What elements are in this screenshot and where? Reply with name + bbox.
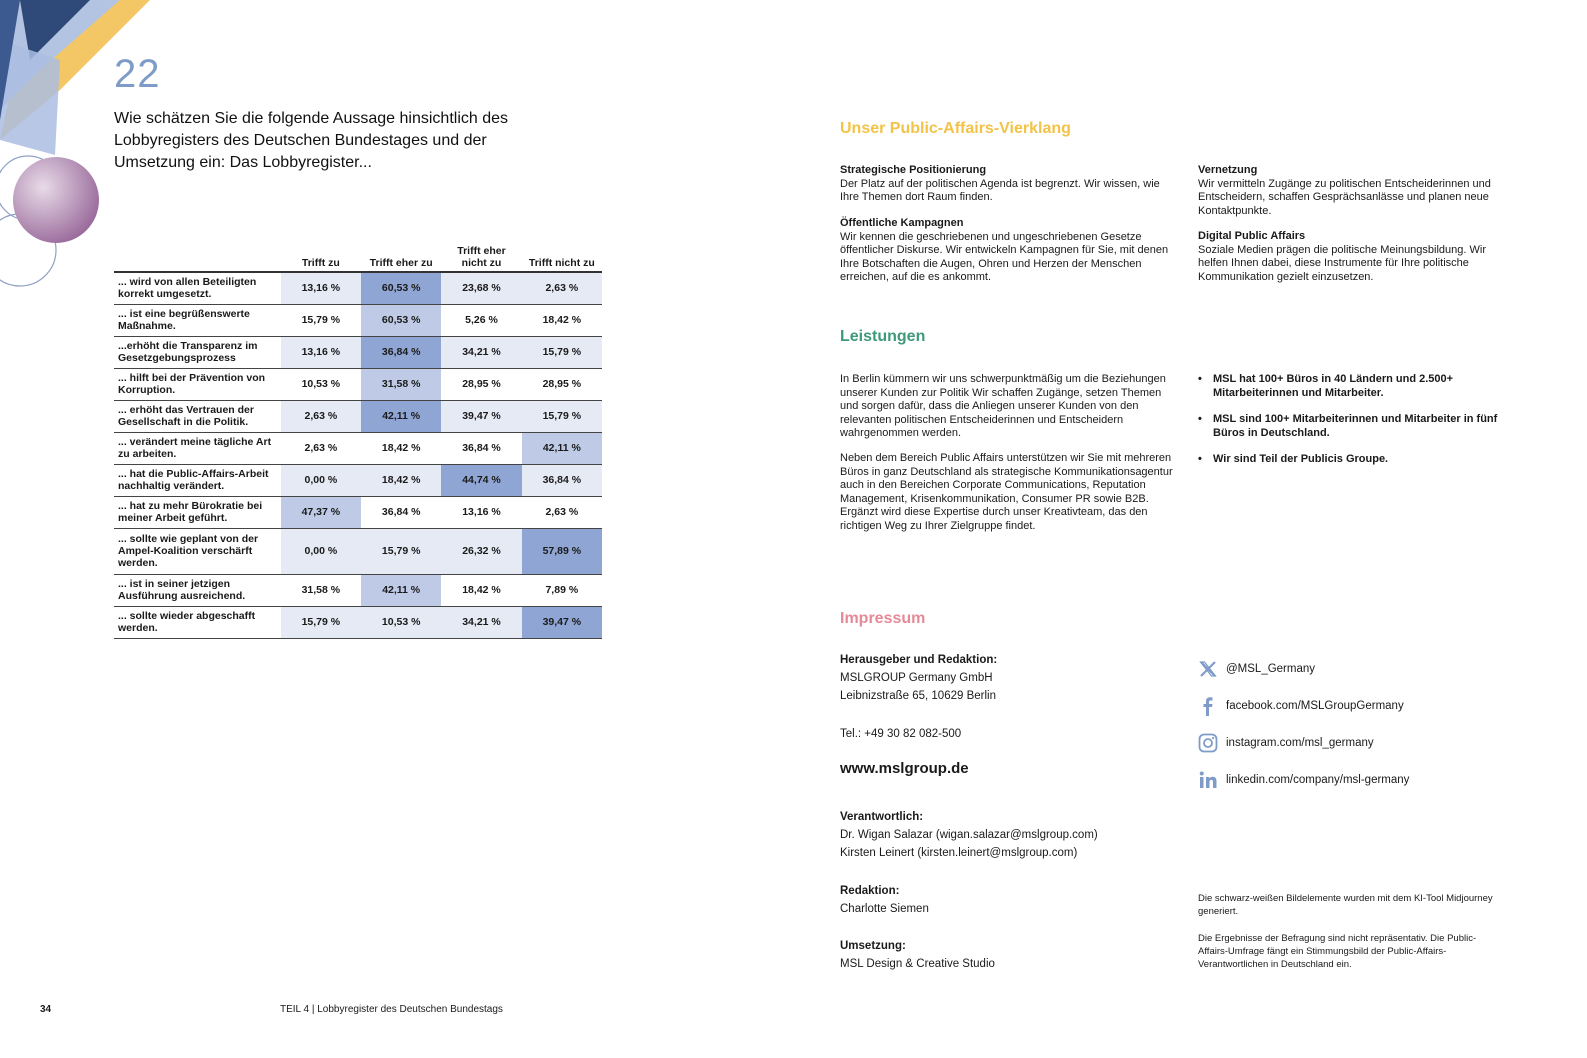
table-cell: 47,37 % <box>281 496 361 528</box>
table-cell: 42,11 % <box>361 574 441 606</box>
column-header: Trifft nicht zu <box>528 257 595 269</box>
table-header-row <box>114 238 602 272</box>
survey-table <box>114 238 602 639</box>
row-label: ... verändert meine tägliche Art zu arbeiten. <box>114 432 281 464</box>
table-cell: 18,42 % <box>522 304 602 336</box>
table-cell: 10,53 % <box>281 368 361 400</box>
table-cell: 10,53 % <box>361 606 441 638</box>
vierklang-item-text: Wir kennen die geschriebenen und ungeschriebenen Gesetze öffentlicher Diskurse. Wir entwickeln Kampagnen für Sie, mit denen Ihre Botschaften die Augen, Ohren und Herzen der Menschen erreichen, auf die es ankommt. <box>840 230 1169 283</box>
table-row <box>114 432 602 464</box>
table-row <box>114 464 602 496</box>
table-cell: 15,79 % <box>522 336 602 368</box>
row-label: ... wird von allen Beteiligten korrekt umgesetzt. <box>114 272 281 304</box>
vierklang-item-title: Öffentliche Kampagnen <box>840 217 964 229</box>
column-header: Trifft zu <box>301 257 340 269</box>
responsible-person: Dr. Wigan Salazar (wigan.salazar@mslgroup.com) <box>840 829 1098 841</box>
table-cell: 13,16 % <box>441 496 521 528</box>
table-cell: 2,63 % <box>281 400 361 432</box>
table-cell: 18,42 % <box>441 574 521 606</box>
editorial-label: Redaktion: <box>840 885 900 897</box>
list-item: • MSL hat 100+ Büros in 40 Ländern und 2.500+ Mitarbeiterinnen und Mitarbeiter. <box>1198 373 1518 400</box>
table-cell: 7,89 % <box>522 574 602 606</box>
company-address: Leibnizstraße 65, 10629 Berlin <box>840 690 996 702</box>
vierklang-item <box>1198 230 1518 284</box>
footer-section-title: TEIL 4 | Lobbyregister des Deutschen Bundestags <box>280 1004 503 1015</box>
implementation-label: Umsetzung: <box>840 940 906 952</box>
social-x[interactable] <box>1198 659 1315 679</box>
table-row <box>114 574 602 606</box>
impressum-implementation <box>840 937 995 973</box>
table-cell: 13,16 % <box>281 336 361 368</box>
table-row <box>114 368 602 400</box>
table-cell: 23,68 % <box>441 272 521 304</box>
table-cell: 39,47 % <box>522 606 602 638</box>
impressum-heading: Impressum <box>840 610 926 627</box>
x-handle: @MSL_Germany <box>1226 663 1316 675</box>
table-cell: 18,42 % <box>361 464 441 496</box>
leistungen-paragraph-2: Neben dem Bereich Public Affairs unterstützen wir Sie mit mehreren Büros in ganz Deutschland als strategische Kommunikationsagentur auch in den Bereichen Corporate Communications, Reputation Management, Krisenkommunikation, Consumer PR sowie B2B. Ergänzt wird diese Expertise durch unser Kreativteam, das den richtigen Weg zu Ihrer Zielgruppe findet. <box>840 452 1173 532</box>
table-cell: 31,58 % <box>281 574 361 606</box>
table-cell: 18,42 % <box>361 432 441 464</box>
table-cell: 26,32 % <box>441 528 521 574</box>
table-cell: 2,63 % <box>281 432 361 464</box>
row-label: ... ist eine begrüßenswerte Maßnahme. <box>114 304 281 336</box>
survey-table-body <box>114 272 602 638</box>
linkedin-icon <box>1198 770 1218 790</box>
table-cell: 2,63 % <box>522 272 602 304</box>
social-facebook[interactable] <box>1198 696 1404 716</box>
survey-question: Wie schätzen Sie die folgende Aussage hinsichtlich des Lobbyregisters des Deutschen Bundestages und der Umsetzung ein: Das Lobbyregister... <box>114 110 509 171</box>
table-cell: 5,26 % <box>441 304 521 336</box>
table-cell: 15,79 % <box>281 606 361 638</box>
impressum-publisher <box>840 651 997 705</box>
table-row <box>114 606 602 638</box>
x-icon <box>1198 659 1218 679</box>
footer-page-number: 34 <box>40 1004 52 1015</box>
row-label: ... erhöht das Vertrauen der Gesellschaft in die Politik. <box>114 400 281 432</box>
vierklang-item <box>1198 164 1518 218</box>
column-header: Trifft eher zu <box>369 257 433 269</box>
table-cell: 36,84 % <box>361 496 441 528</box>
editorial-person: Charlotte Siemen <box>840 903 929 915</box>
list-item: • MSL sind 100+ Mitarbeiterinnen und Mitarbeiter in fünf Büros in Deutschland. <box>1198 413 1518 440</box>
leistungen-heading: Leistungen <box>840 328 926 345</box>
table-cell: 0,00 % <box>281 464 361 496</box>
vierklang-item-text: Soziale Medien prägen die politische Meinungsbildung. Wir helfen Ihnen dabei, diese Instrumente für Ihre politische Kommunikation gezielt einzusetzen. <box>1198 243 1486 283</box>
vierklang-heading: Unser Public-Affairs-Vierklang <box>840 120 1071 137</box>
row-label: ... sollte wie geplant von der Ampel-Koalition verschärft werden. <box>114 528 281 574</box>
table-cell: 0,00 % <box>281 528 361 574</box>
vierklang-item-title: Strategische Positionierung <box>840 164 987 176</box>
row-label: ... hilft bei der Prävention von Korruption. <box>114 368 281 400</box>
table-cell: 60,53 % <box>361 272 441 304</box>
publisher-label: Herausgeber und Redaktion: <box>840 654 998 666</box>
table-row <box>114 400 602 432</box>
linkedin-link: linkedin.com/company/msl-germany <box>1226 774 1410 786</box>
table-row <box>114 496 602 528</box>
table-cell: 34,21 % <box>441 336 521 368</box>
table-cell: 36,84 % <box>522 464 602 496</box>
table-row <box>114 528 602 574</box>
table-cell: 36,84 % <box>441 432 521 464</box>
table-cell: 15,79 % <box>361 528 441 574</box>
leistungen-paragraph-1: In Berlin kümmern wir uns schwerpunktmäßig um die Beziehungen unserer Kunden zur Politik Wir schaffen Zugänge, setzen Themen und sorgen dafür, dass die Anliegen unserer Kunden von den relevanten politischen Entscheiderinnen und Entscheidern wahrgenommen werden. <box>840 373 1166 439</box>
website-link[interactable]: www.mslgroup.de <box>840 760 969 777</box>
table-cell: 42,11 % <box>361 400 441 432</box>
responsible-person: Kirsten Leinert (kirsten.leinert@mslgroup.com) <box>840 847 1078 859</box>
impressum-responsible <box>840 808 1098 862</box>
table-cell: 42,11 % <box>522 432 602 464</box>
table-cell: 60,53 % <box>361 304 441 336</box>
facebook-link: facebook.com/MSLGroupGermany <box>1226 700 1404 712</box>
company-name: MSLGROUP Germany GmbH <box>840 672 993 684</box>
facebook-icon <box>1198 696 1218 716</box>
column-header: Trifft eher nicht zu <box>457 245 506 269</box>
responsible-label: Verantwortlich: <box>840 811 924 823</box>
vierklang-item <box>840 164 1180 205</box>
table-cell: 15,79 % <box>522 400 602 432</box>
vierklang-item-title: Digital Public Affairs <box>1198 230 1306 242</box>
implementation-studio: MSL Design & Creative Studio <box>840 958 995 970</box>
table-cell: 28,95 % <box>441 368 521 400</box>
table-row <box>114 272 602 304</box>
phone-number: Tel.: +49 30 82 082-500 <box>840 728 962 740</box>
vierklang-item-text: Der Platz auf der politischen Agenda ist begrenzt. Wir wissen, wie Ihre Themen dort Raum finden. <box>840 177 1160 203</box>
table-cell: 15,79 % <box>281 304 361 336</box>
table-row <box>114 336 602 368</box>
row-label: ... ist in seiner jetzigen Ausführung ausreichend. <box>114 574 281 606</box>
table-cell: 2,63 % <box>522 496 602 528</box>
instagram-icon <box>1198 733 1218 753</box>
row-label: ...erhöht die Transparenz im Gesetzgebungsprozess <box>114 336 281 368</box>
row-label: ... sollte wieder abgeschafft werden. <box>114 606 281 638</box>
instagram-link: instagram.com/msl_germany <box>1226 737 1374 749</box>
row-label: ... hat zu mehr Bürokratie bei meiner Arbeit geführt. <box>114 496 281 528</box>
table-cell: 28,95 % <box>522 368 602 400</box>
table-cell: 13,16 % <box>281 272 361 304</box>
vierklang-item-text: Wir vermitteln Zugänge zu politischen Entscheiderinnen und Entscheidern, schaffen Gesprächsanlässe und planen neue Kontaktpunkte. <box>1198 177 1491 217</box>
social-linkedin[interactable] <box>1198 770 1409 790</box>
row-label: ... hat die Public-Affairs-Arbeit nachhaltig verändert. <box>114 464 281 496</box>
table-cell: 57,89 % <box>522 528 602 574</box>
table-cell: 36,84 % <box>361 336 441 368</box>
ai-image-note: Die schwarz-weißen Bildelemente wurden mit dem KI-Tool Midjourney generiert. <box>1198 893 1493 917</box>
table-cell: 44,74 % <box>441 464 521 496</box>
table-cell: 31,58 % <box>361 368 441 400</box>
leistungen-bullet-list <box>1198 373 1518 480</box>
table-cell: 39,47 % <box>441 400 521 432</box>
table-cell: 34,21 % <box>441 606 521 638</box>
survey-disclaimer-note: Die Ergebnisse der Befragung sind nicht repräsentativ. Die Public-Affairs-Umfrage fängt ein Stimmungsbild der Public-Affairs-Verantwortlichen in Deutschland ein. <box>1198 933 1477 970</box>
vierklang-item <box>840 217 1180 285</box>
page-number: 22 <box>114 52 161 96</box>
vierklang-item-title: Vernetzung <box>1198 164 1258 176</box>
social-instagram[interactable] <box>1198 733 1374 753</box>
impressum-editorial <box>840 882 929 918</box>
table-row <box>114 304 602 336</box>
list-item: • Wir sind Teil der Publicis Groupe. <box>1198 453 1518 467</box>
